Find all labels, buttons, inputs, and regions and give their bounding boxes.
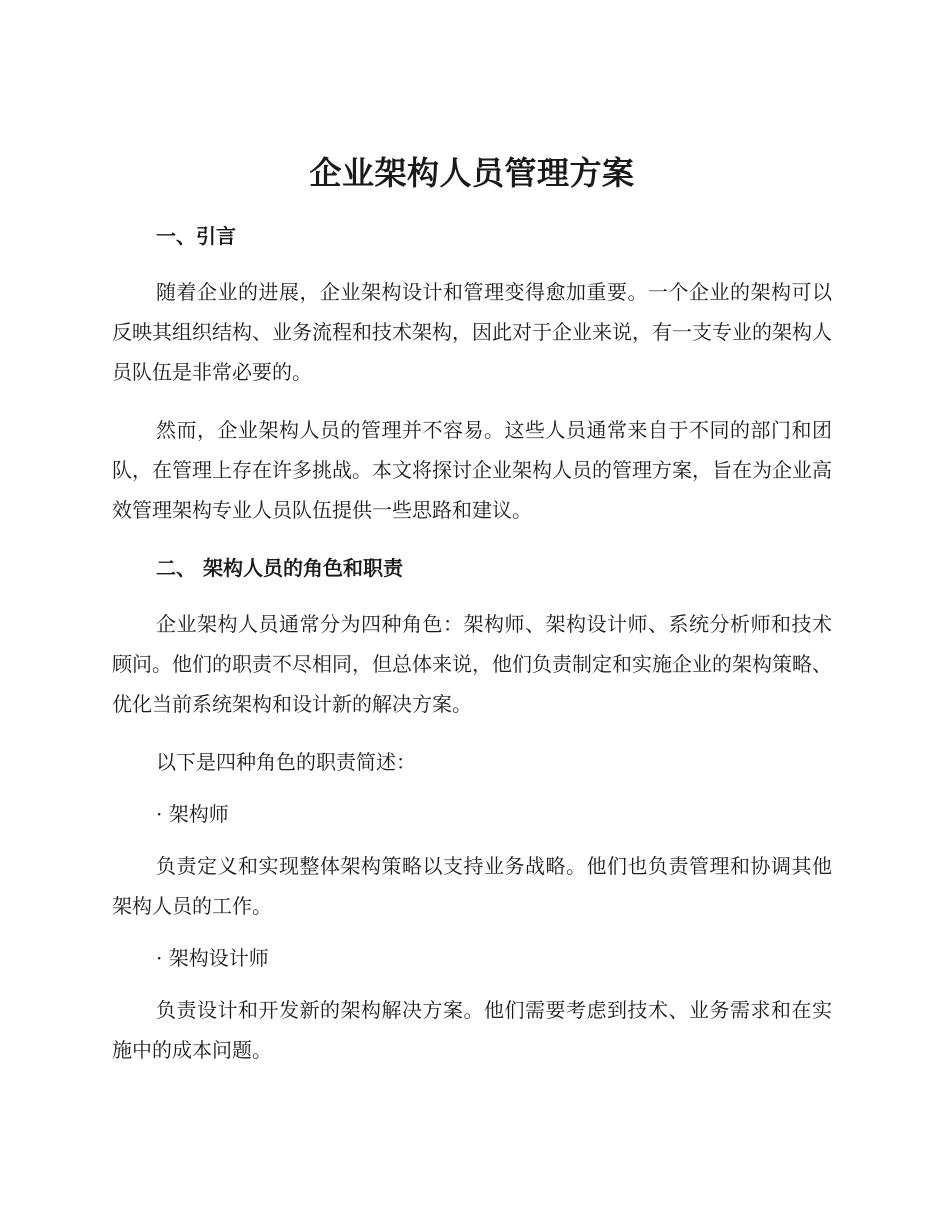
section-heading-roles: 二、 架构人员的角色和职责 — [156, 556, 403, 580]
role-designer-description: 负责设计和开发新的架构解决方案。他们需要考虑到技术、业务需求和在实施中的成本问题。 — [112, 998, 832, 1062]
role-architect-label: · 架构师 — [156, 802, 229, 826]
intro-paragraph-2: 然而，企业架构人员的管理并不容易。这些人员通常来自于不同的部门和团队，在管理上存在许多挑战。本文将探讨企业架构人员的管理方案，旨在为企业高效管理架构专业人员队伍提供一些思路和建议。 — [112, 418, 832, 522]
document-title: 企业架构人员管理方案 — [309, 154, 635, 192]
role-designer-label: · 架构设计师 — [156, 946, 269, 970]
role-architect-description: 负责定义和实现整体架构策略以支持业务战略。他们也负责管理和协调其他架构人员的工作。 — [112, 854, 832, 918]
document-page — [112, 150, 832, 1070]
section-heading-intro: 一、引言 — [156, 224, 236, 248]
intro-paragraph-1: 随着企业的进展，企业架构设计和管理变得愈加重要。一个企业的架构可以反映其组织结构、业务流程和技术架构，因此对于企业来说，有一支专业的架构人员队伍是非常必要的。 — [112, 280, 832, 384]
roles-paragraph-2: 以下是四种角色的职责简述： — [156, 750, 416, 774]
roles-paragraph-1: 企业架构人员通常分为四种角色：架构师、架构设计师、系统分析师和技术顾问。他们的职责不尽相同，但总体来说，他们负责制定和实施企业的架构策略、优化当前系统架构和设计新的解决方案。 — [112, 612, 832, 716]
